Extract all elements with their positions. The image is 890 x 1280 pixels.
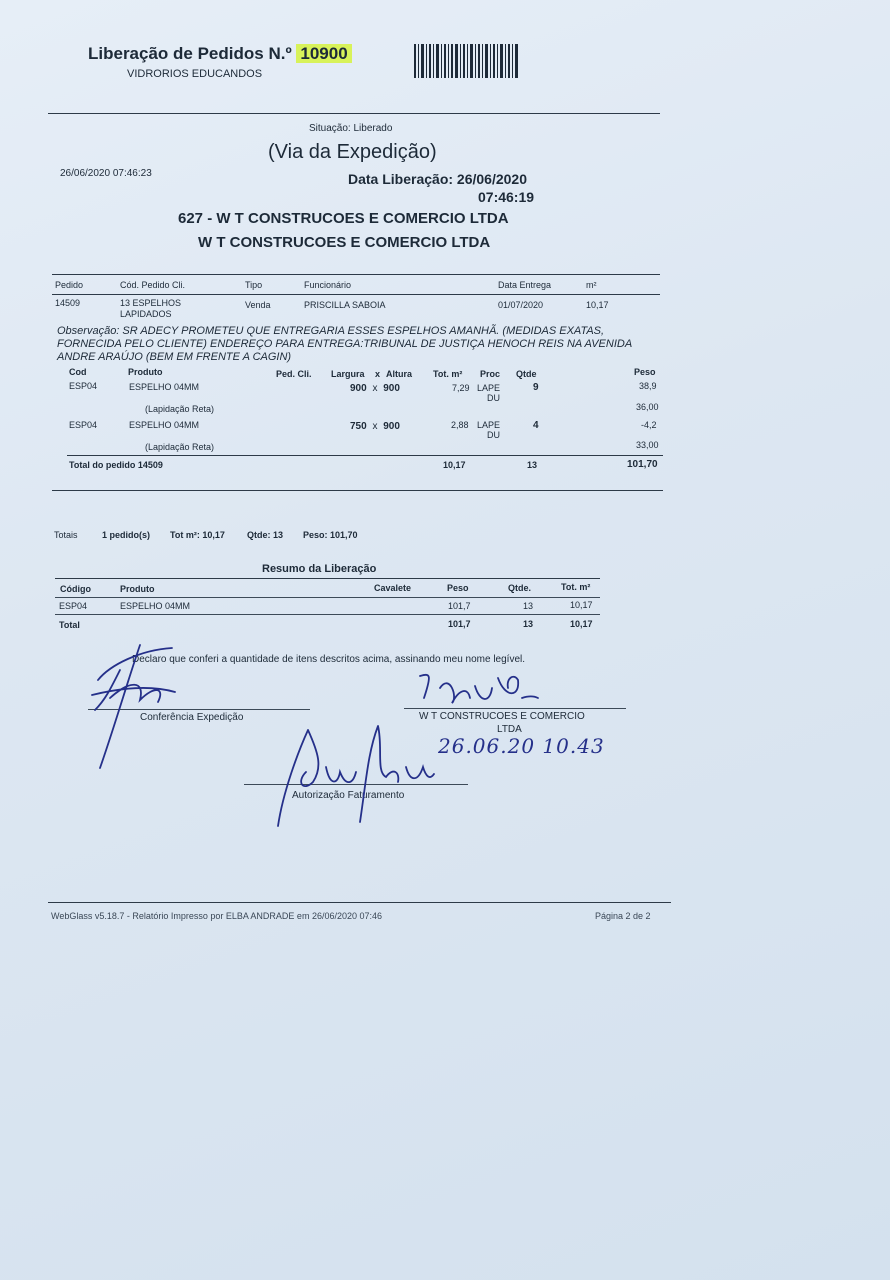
- col-codigo: Código: [60, 584, 91, 594]
- footer-report-info: WebGlass v5.18.7 - Relatório Impresso por ELBA ANDRADE em 26/06/2020 07:46: [51, 911, 383, 921]
- item-cod: ESP04: [69, 381, 98, 391]
- signature-autorizacao: [268, 722, 438, 830]
- company-name: VIDRORIOS EDUCANDOS: [127, 68, 263, 80]
- col-proc: Proc: [480, 369, 501, 379]
- totals-qtde: Qtde: 13: [247, 530, 284, 540]
- client-order-code: 13 ESPELHOS: [120, 298, 182, 308]
- client-line-2: W T CONSTRUCOES E COMERCIO LTDA: [198, 234, 491, 251]
- col-m2: m²: [586, 280, 597, 290]
- summary-peso: 101,7: [448, 601, 471, 611]
- totals-m2: Tot m²: 10,17: [170, 530, 225, 540]
- divider: [52, 490, 663, 491]
- divider: [67, 455, 663, 456]
- col-peso: Peso: [634, 367, 656, 377]
- divider: [55, 597, 600, 598]
- summary-codigo: ESP04: [59, 601, 88, 611]
- order-total-qtde: 13: [527, 460, 538, 470]
- delivery-date: 01/07/2020: [498, 300, 544, 310]
- summary-tot: 10,17: [570, 600, 593, 610]
- barcode: [414, 44, 520, 78]
- summary-total-peso: 101,7: [448, 619, 471, 629]
- employee: PRISCILLA SABOIA: [304, 300, 386, 310]
- item-altura: 900: [383, 421, 400, 432]
- signature-label-conferencia: Conferência Expedição: [140, 712, 244, 723]
- item-proc: LAPE: [477, 383, 501, 393]
- title-text: Liberação de Pedidos N.º: [88, 44, 292, 63]
- col-ped-cli: Ped. Cli.: [276, 369, 312, 379]
- col-funcionario: Funcionário: [304, 280, 352, 290]
- item-peso: -4,2: [641, 420, 657, 430]
- signature-client: [410, 668, 540, 713]
- order-number: 10900: [296, 44, 351, 63]
- item-proc: LAPE: [477, 420, 501, 430]
- item-qtde: 9: [533, 382, 539, 393]
- divider: [52, 294, 660, 295]
- observation-line-3: ANDRE ARAÚJO (BEM EM FRENTE A CAGIN): [57, 351, 292, 363]
- observation-line-1: Observação: SR ADECY PROMETEU QUE ENTREGARIA ESSES ESPELHOS AMANHÃ. (MEDIDAS EXATAS,: [57, 325, 605, 337]
- divider: [52, 274, 660, 275]
- signature-label-autorizacao: Autorização Faturamento: [292, 790, 405, 801]
- col-tot-m2: Tot. m²: [561, 582, 591, 592]
- col-cod-pedido-cli: Cód. Pedido Cli.: [120, 280, 186, 290]
- item-largura: 900: [350, 383, 367, 394]
- divider: [48, 902, 671, 903]
- col-peso: Peso: [447, 583, 469, 593]
- col-pedido: Pedido: [55, 280, 84, 290]
- item-produto: ESPELHO 04MM: [129, 382, 200, 392]
- totals-peso: Peso: 101,70: [303, 530, 358, 540]
- item-largura: 750: [350, 421, 367, 432]
- summary-produto: ESPELHO 04MM: [120, 601, 191, 611]
- item-proc-2: DU: [487, 430, 500, 440]
- col-data-entrega: Data Entrega: [498, 280, 552, 290]
- item-x: x: [372, 383, 378, 394]
- area-m2: 10,17: [586, 300, 609, 310]
- divider: [55, 614, 600, 615]
- col-produto: Produto: [120, 584, 155, 594]
- summary-title: Resumo da Liberação: [262, 563, 377, 575]
- col-tot: Tot. m²: [433, 369, 463, 379]
- col-altura: Altura: [386, 369, 413, 379]
- order-id: 14509: [55, 298, 81, 308]
- item-peso-2: 33,00: [636, 440, 659, 450]
- client-line-1: 627 - W T CONSTRUCOES E COMERCIO LTDA: [178, 210, 509, 227]
- totals-orders: 1 pedido(s): [102, 530, 151, 540]
- order-total-m2: 10,17: [443, 460, 466, 470]
- col-cavalete: Cavalete: [374, 583, 412, 593]
- item-process-desc: (Lapidação Reta): [145, 442, 215, 452]
- col-produto: Produto: [128, 367, 163, 377]
- summary-qtde: 13: [523, 601, 534, 611]
- summary-total-qtde: 13: [523, 619, 534, 629]
- totals-label: Totais: [54, 530, 78, 540]
- copy-label: (Via da Expedição): [268, 141, 437, 163]
- col-tipo: Tipo: [245, 280, 263, 290]
- order-total-label: Total do pedido 14509: [69, 460, 163, 470]
- release-time: 07:46:19: [478, 189, 535, 205]
- summary-total-tot: 10,17: [570, 619, 593, 629]
- item-peso-2: 36,00: [636, 402, 659, 412]
- observation-line-2: FORNECIDA PELO CLIENTE) ENDEREÇO PARA ENTREGA:TRIBUNAL DE JUSTIÇA HENOCH REIS NA AVENIDA: [57, 338, 633, 350]
- item-peso: 38,9: [639, 381, 657, 391]
- item-dimensions: [350, 383, 400, 394]
- item-tot: 7,29: [452, 383, 470, 393]
- signature-label-client-2: LTDA: [497, 724, 522, 735]
- signature-label-client: W T CONSTRUCOES E COMERCIO: [419, 711, 585, 722]
- col-qtde: Qtde.: [508, 583, 532, 593]
- divider: [55, 578, 600, 579]
- signature-conferencia: [80, 640, 190, 775]
- item-x: x: [372, 421, 378, 432]
- divider: [48, 113, 660, 114]
- declaration-text: Declaro que conferi a quantidade de itens descritos acima, assinando meu nome legível.: [132, 654, 526, 665]
- item-qtde: 4: [533, 420, 539, 431]
- item-produto: ESPELHO 04MM: [129, 420, 200, 430]
- order-total-peso: 101,70: [627, 459, 658, 470]
- printed-timestamp: 26/06/2020 07:46:23: [60, 168, 152, 179]
- document-title: [88, 44, 352, 64]
- status-text: Situação: Liberado: [309, 123, 393, 134]
- order-type: Venda: [245, 300, 271, 310]
- release-date: Data Liberação: 26/06/2020: [348, 171, 527, 187]
- col-largura: Largura: [331, 369, 365, 379]
- item-tot: 2,88: [451, 420, 469, 430]
- client-order-code-2: LAPIDADOS: [120, 309, 172, 319]
- col-x: x: [375, 369, 381, 379]
- col-cod: Cod: [69, 367, 87, 377]
- footer-page-number: Página 2 de 2: [595, 911, 651, 921]
- item-proc-2: DU: [487, 393, 500, 403]
- item-cod: ESP04: [69, 420, 98, 430]
- item-altura: 900: [383, 383, 400, 394]
- handwritten-date: 26.06.20 10.43: [438, 734, 605, 758]
- col-qtde: Qtde: [516, 369, 537, 379]
- item-process-desc: (Lapidação Reta): [145, 404, 215, 414]
- item-dimensions: [350, 421, 400, 432]
- summary-total-label: Total: [59, 620, 80, 630]
